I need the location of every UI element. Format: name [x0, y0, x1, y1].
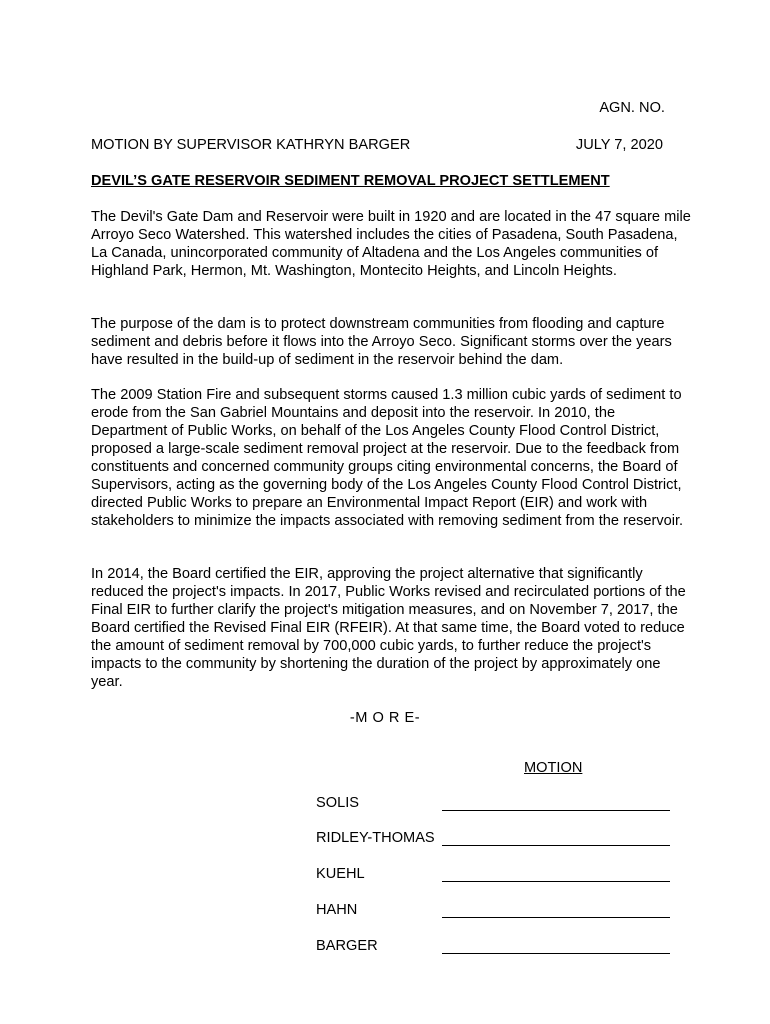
vote-name: HAHN	[316, 902, 358, 918]
vote-signature-line	[442, 953, 670, 954]
vote-name: RIDLEY-THOMAS	[316, 830, 435, 846]
vote-name: KUEHL	[316, 866, 365, 882]
motion-vote-heading: MOTION	[524, 760, 583, 776]
vote-signature-line	[442, 917, 670, 918]
motion-by-line: MOTION BY SUPERVISOR KATHRYN BARGER	[91, 137, 411, 153]
more-continuation-marker: -M O R E-	[349, 710, 421, 726]
vote-row-solis	[316, 794, 670, 814]
vote-row-hahn	[316, 901, 670, 921]
vote-name: BARGER	[316, 938, 378, 954]
vote-row-ridley-thomas	[316, 829, 670, 849]
agenda-number-label: AGN. NO.	[599, 100, 665, 116]
vote-signature-line	[442, 810, 670, 811]
vote-name: SOLIS	[316, 795, 359, 811]
motion-date: JULY 7, 2020	[575, 137, 663, 153]
paragraph-purpose: The purpose of the dam is to protect downstream communities from flooding and capture sediment and debris before it flows into the Arroyo Seco. Significant storms over the years have resulted in the build-up of sediment in the reservoir behind the dam.	[91, 316, 672, 368]
vote-row-barger	[316, 937, 670, 957]
document-title: DEVIL’S GATE RESERVOIR SEDIMENT REMOVAL PROJECT SETTLEMENT	[91, 173, 610, 189]
vote-signature-line	[442, 881, 670, 882]
vote-row-kuehl	[316, 865, 670, 885]
paragraph-background: The Devil's Gate Dam and Reservoir were built in 1920 and are located in the 47 square mile Arroyo Seco Watershed. This watershed includes the cities of Pasadena, South Pasadena, La Canada, unincorporated community of Altadena and the Los Angeles communities of Highland Park, Hermon, Mt. Washington, Montecito Heights, and Lincoln Heights.	[91, 209, 691, 279]
vote-signature-line	[442, 845, 670, 846]
paragraph-station-fire: The 2009 Station Fire and subsequent storms caused 1.3 million cubic yards of sediment to erode from the San Gabriel Mountains and deposit into the reservoir. In 2010, the Department of Public Works, on behalf of the Los Angeles County Flood Control District, proposed a large-scale sediment removal project at the reservoir. Due to the feedback from constituents and concerned community groups citing environmental concerns, the Board of Supervisors, acting as the governing body of the Los Angeles County Flood Control District, directed Public Works to prepare an Environmental Impact Report (EIR) and work with stakeholders to minimize the impacts associated with removing sediment from the reservoir.	[91, 387, 684, 529]
paragraph-eir-history: In 2014, the Board certified the EIR, approving the project alternative that significantly reduced the project's impacts. In 2017, Public Works revised and recirculated portions of the Final EIR to further clarify the project's mitigation measures, and on November 7, 2017, the Board certified the Revised Final EIR (RFEIR). At that same time, the Board voted to reduce the amount of sediment removal by 700,000 cubic yards, to further reduce the project's impacts to the community by shortening the duration of the project by approximately one year.	[91, 566, 686, 690]
